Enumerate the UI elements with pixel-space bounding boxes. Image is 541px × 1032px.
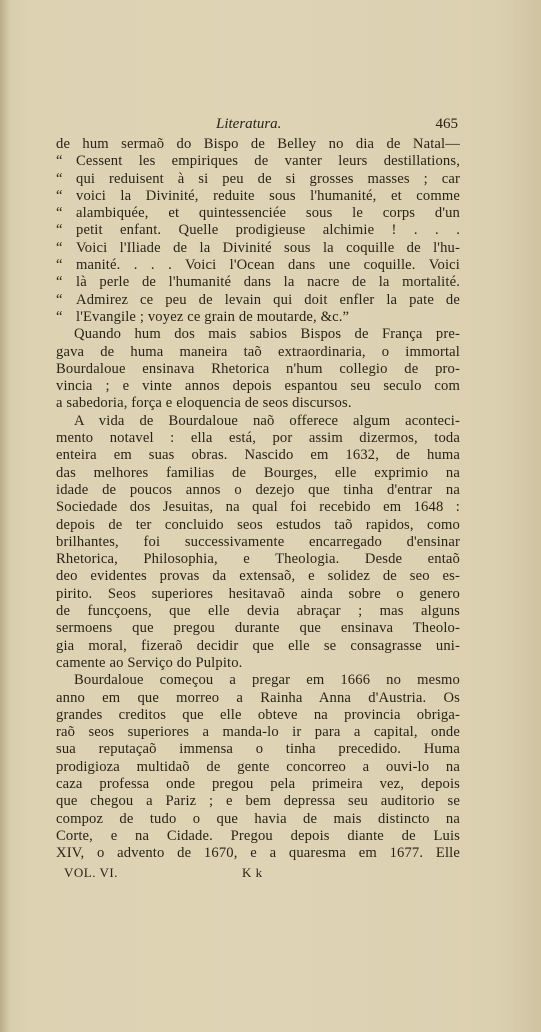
line-text: caza professa onde pregou pela primeira vez, depois	[56, 775, 460, 792]
running-head	[56, 112, 460, 136]
line-text: alambiquée, et quintessenciée sous le corps d'un	[76, 205, 460, 222]
text-line	[56, 638, 460, 655]
text-line	[56, 776, 460, 793]
line-text: gia moral, fizeraõ decidir que elle se consagrasse uni-	[56, 637, 460, 654]
text-line	[56, 465, 460, 482]
quote-mark: “	[56, 308, 63, 325]
line-text: Quando hum dos mais sabios Bispos de França pre-	[74, 326, 460, 343]
text-line	[56, 188, 460, 205]
line-text: sua reputaçaõ immensa o tinha precedido. Huma	[56, 741, 460, 758]
running-title: Literatura.	[216, 116, 282, 132]
quote-mark: “	[56, 187, 63, 204]
line-text: de hum sermaõ do Bispo de Belley no dia de Natal—	[56, 136, 460, 152]
line-text: grandes creditos que elle obteve na provincia obriga-	[56, 706, 460, 723]
line-text: das melhores familias de Bourges, elle exprimio na	[56, 464, 460, 481]
quote-mark: “	[56, 291, 63, 308]
line-text: vincia ; e vinte annos depois espantou seu seculo com	[56, 378, 460, 395]
text-line	[56, 136, 460, 153]
quote-mark: “	[56, 257, 63, 274]
text-line	[56, 828, 460, 845]
line-text: de funcçoens, que elle devia abraçar ; mas alguns	[56, 603, 460, 620]
line-text: camente ao Serviço do Pulpito.	[56, 654, 243, 671]
body-text	[56, 136, 460, 862]
line-text: Bourdaloue ensinava Rhetorica n'hum collegio de pro-	[56, 360, 460, 377]
page-number: 465	[435, 116, 458, 132]
text-line	[56, 344, 460, 361]
text-line	[56, 240, 460, 257]
text-line	[56, 793, 460, 810]
line-text: brilhantes, foi successivamente encarregado d'ensinar	[56, 533, 460, 550]
line-text: là perle de l'humanité dans la nacre de la mortalité.	[76, 274, 460, 291]
line-text: anno em que morreo a Rainha Anna d'Austria. Os	[56, 689, 460, 706]
line-text: que chegou a Pariz ; e bem depressa seu auditorio se	[56, 793, 460, 810]
text-line	[56, 759, 460, 776]
text-line	[56, 257, 460, 274]
text-line	[56, 845, 460, 862]
text-line	[56, 395, 460, 412]
text-line	[56, 655, 460, 672]
page-footer	[56, 864, 460, 884]
text-line	[56, 499, 460, 516]
text-line	[56, 447, 460, 464]
line-text: XIV, o advento de 1670, e a quaresma em 1677. Elle	[56, 845, 460, 862]
text-line	[56, 153, 460, 170]
line-text: voici la Divinité, reduite sous l'humanité, et comme	[76, 187, 460, 204]
text-line	[56, 482, 460, 499]
line-text: pirito. Seos superiores hesitavaõ ainda sobre o genero	[56, 585, 460, 602]
text-line	[56, 171, 460, 188]
text-line	[56, 517, 460, 534]
quote-mark: “	[56, 170, 63, 187]
text-line	[56, 534, 460, 551]
line-text: petit enfant. Quelle prodigieuse alchimie ! . . .	[76, 222, 460, 239]
text-line	[56, 361, 460, 378]
signature-mark: K k	[242, 865, 263, 881]
text-line	[56, 309, 460, 326]
line-text: prodigioza multidaõ de gente concorreo a ouvi-lo na	[56, 758, 460, 775]
line-text: a sabedoria, força e eloquencia de seos discursos.	[56, 395, 352, 412]
text-line	[56, 724, 460, 741]
line-text: Voici l'Iliade de la Divinité sous la coquille de l'hu-	[76, 239, 460, 256]
text-line	[56, 707, 460, 724]
quote-mark: “	[56, 205, 63, 222]
text-line	[56, 205, 460, 222]
quote-mark: “	[56, 239, 63, 256]
quote-mark: “	[56, 274, 63, 291]
text-line	[56, 690, 460, 707]
line-text: idade de poucos annos o dezejo que tinha d'entrar na	[56, 481, 460, 498]
spine-shadow	[0, 0, 10, 1032]
line-text: sermoens que pregou durante que ensinava Theolo-	[56, 620, 460, 637]
line-text: deo evidentes provas da extensaõ, e solidez de seo es-	[56, 568, 460, 585]
line-text: manité. . . . Voici l'Ocean dans une coquille. Voici	[76, 257, 460, 274]
line-text: Corte, e na Cidade. Pregou depois diante de Luis	[56, 827, 460, 844]
line-text: l'Evangile ; voyez ce grain de moutarde, &c.”	[76, 308, 350, 325]
line-text: Rhetorica, Philosophia, e Theologia. Desde entaõ	[56, 551, 460, 568]
text-line	[56, 603, 460, 620]
volume-label: VOL. VI.	[64, 865, 118, 881]
line-text: mento notavel : ella está, por assim dizermos, toda	[56, 430, 460, 447]
text-line	[56, 741, 460, 758]
line-text: Cessent les empiriques de vanter leurs destillations,	[76, 153, 460, 170]
line-text: depois de ter concluido seos estudos taõ rapidos, como	[56, 516, 460, 533]
text-block	[56, 112, 460, 884]
line-text: A vida de Bourdaloue naõ offerece algum aconteci-	[74, 412, 460, 429]
line-text: gava de huma maneira taõ extraordinaria, o immortal	[56, 343, 460, 360]
text-line	[56, 292, 460, 309]
quote-mark: “	[56, 153, 63, 170]
line-text: raõ seos superiores a manda-lo ir para a capital, onde	[56, 724, 460, 741]
text-line	[56, 568, 460, 585]
line-text: Admirez ce peu de levain qui doit enfler la pate de	[76, 291, 460, 308]
text-line	[56, 378, 460, 395]
quote-mark: “	[56, 222, 63, 239]
text-line	[56, 274, 460, 291]
text-line	[56, 413, 460, 430]
text-line	[56, 430, 460, 447]
line-text: Bourdaloue começou a pregar em 1666 no mesmo	[74, 672, 460, 689]
text-line	[56, 620, 460, 637]
text-line	[56, 326, 460, 343]
text-line	[56, 551, 460, 568]
text-line	[56, 586, 460, 603]
line-text: compoz de tudo o que havia de mais distincto na	[56, 810, 460, 827]
line-text: Sociedade dos Jesuitas, na qual foi recebido em 1648 :	[56, 499, 460, 516]
text-line	[56, 811, 460, 828]
line-text: qui reduisent à si peu de si grosses masses ; car	[76, 170, 460, 187]
text-line	[56, 222, 460, 239]
line-text: enteira em suas obras. Nascido em 1632, de huma	[56, 447, 460, 464]
text-line	[56, 672, 460, 689]
